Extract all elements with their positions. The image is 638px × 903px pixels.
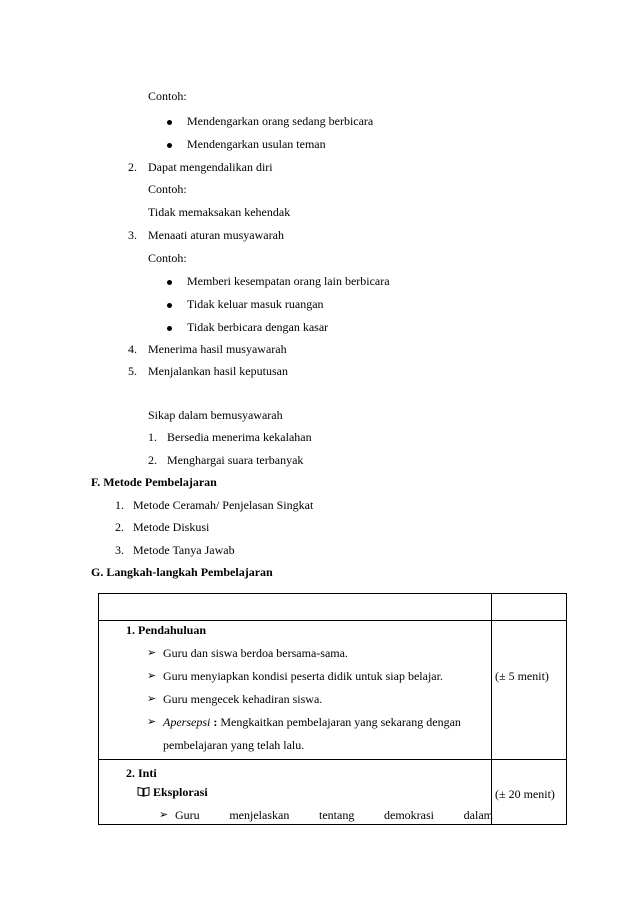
- arrow-bullet-icon: ➢: [159, 809, 169, 821]
- item-number: 4.: [128, 342, 137, 356]
- list-item: Mendengarkan usulan teman: [187, 137, 326, 151]
- pendahuluan-title: 1. Pendahuluan: [126, 623, 207, 637]
- list-item: Guru dan siswa berdoa bersama-sama.: [163, 646, 348, 660]
- time-cell: [492, 760, 567, 825]
- bullet-dot-icon: [167, 143, 172, 148]
- list-item: Tidak keluar masuk ruangan: [187, 297, 324, 311]
- lesson-steps-table: [98, 593, 567, 825]
- word: tentang: [319, 808, 355, 822]
- sikap-heading: Sikap dalam bemusyawarah: [148, 408, 283, 422]
- apersepsi-continuation: pembelajaran yang telah lalu.: [163, 738, 305, 752]
- item-number: 3.: [128, 228, 137, 242]
- table-row: [99, 760, 567, 825]
- list-item: Menaati aturan musyawarah: [148, 228, 284, 242]
- item-number: 1.: [148, 430, 157, 444]
- arrow-bullet-icon: ➢: [147, 716, 157, 728]
- list-item: Metode Diskusi: [133, 520, 210, 534]
- bullet-dot-icon: [167, 120, 172, 125]
- item-number: 2.: [148, 453, 157, 467]
- list-item: Metode Ceramah/ Penjelasan Singkat: [133, 498, 314, 512]
- list-item: [175, 808, 493, 822]
- inti-title: 2. Inti: [126, 766, 157, 780]
- list-item: Metode Tanya Jawab: [133, 543, 235, 557]
- apersepsi-label: Apersepsi: [163, 715, 211, 729]
- word: demokrasi: [384, 808, 434, 822]
- apersepsi-text: Mengkaitkan pembelajaran yang sekarang dengan: [220, 715, 461, 729]
- bullet-dot-icon: [167, 280, 172, 285]
- example-label: Contoh:: [148, 251, 187, 265]
- word: dalam: [463, 808, 493, 822]
- duration-label: (± 20 menit): [495, 787, 555, 801]
- section-g-heading: G. Langkah-langkah Pembelajaran: [91, 565, 273, 579]
- table-header-cell: [492, 594, 567, 621]
- example-label: Contoh:: [148, 182, 187, 196]
- item-number: 2.: [128, 160, 137, 174]
- list-item: Menghargai suara terbanyak: [167, 453, 304, 467]
- list-item: Guru mengecek kehadiran siswa.: [163, 692, 323, 706]
- item-number: 3.: [115, 543, 124, 557]
- paragraph: Tidak memaksakan kehendak: [148, 205, 291, 219]
- apersepsi-colon: :: [213, 715, 218, 729]
- pendahuluan-cell: [99, 621, 492, 760]
- table-row: [99, 621, 567, 760]
- arrow-bullet-icon: ➢: [147, 647, 157, 659]
- inti-cell: [99, 760, 492, 825]
- list-item: Dapat mengendalikan diri: [148, 160, 273, 174]
- bullet-dot-icon: [167, 303, 172, 308]
- arrow-bullet-icon: ➢: [147, 670, 157, 682]
- list-item: Mendengarkan orang sedang berbicara: [187, 114, 374, 128]
- word: menjelaskan: [229, 808, 290, 822]
- list-item: Menerima hasil musyawarah: [148, 342, 287, 356]
- arrow-bullet-icon: ➢: [147, 693, 157, 705]
- duration-label: (± 5 menit): [495, 669, 549, 683]
- item-number: 2.: [115, 520, 124, 534]
- word: Guru: [175, 808, 200, 822]
- list-item: Memberi kesempatan orang lain berbicara: [187, 274, 390, 288]
- section-f-heading: F. Metode Pembelajaran: [91, 475, 217, 489]
- apersepsi-line: [163, 715, 461, 729]
- item-number: 5.: [128, 364, 137, 378]
- bullet-dot-icon: [167, 326, 172, 331]
- example-label: Contoh:: [148, 89, 187, 103]
- item-number: 1.: [115, 498, 124, 512]
- eksplorasi-label: Eksplorasi: [153, 785, 208, 799]
- book-icon: [137, 786, 150, 800]
- list-item: Bersedia menerima kekalahan: [167, 430, 312, 444]
- list-item: Menjalankan hasil keputusan: [148, 364, 288, 378]
- table-header-cell: [99, 594, 492, 621]
- table-header-row: [99, 594, 567, 621]
- list-item: Guru menyiapkan kondisi peserta didik untuk siap belajar.: [163, 669, 443, 683]
- time-cell: [492, 621, 567, 760]
- list-item: Tidak berbicara dengan kasar: [187, 320, 329, 334]
